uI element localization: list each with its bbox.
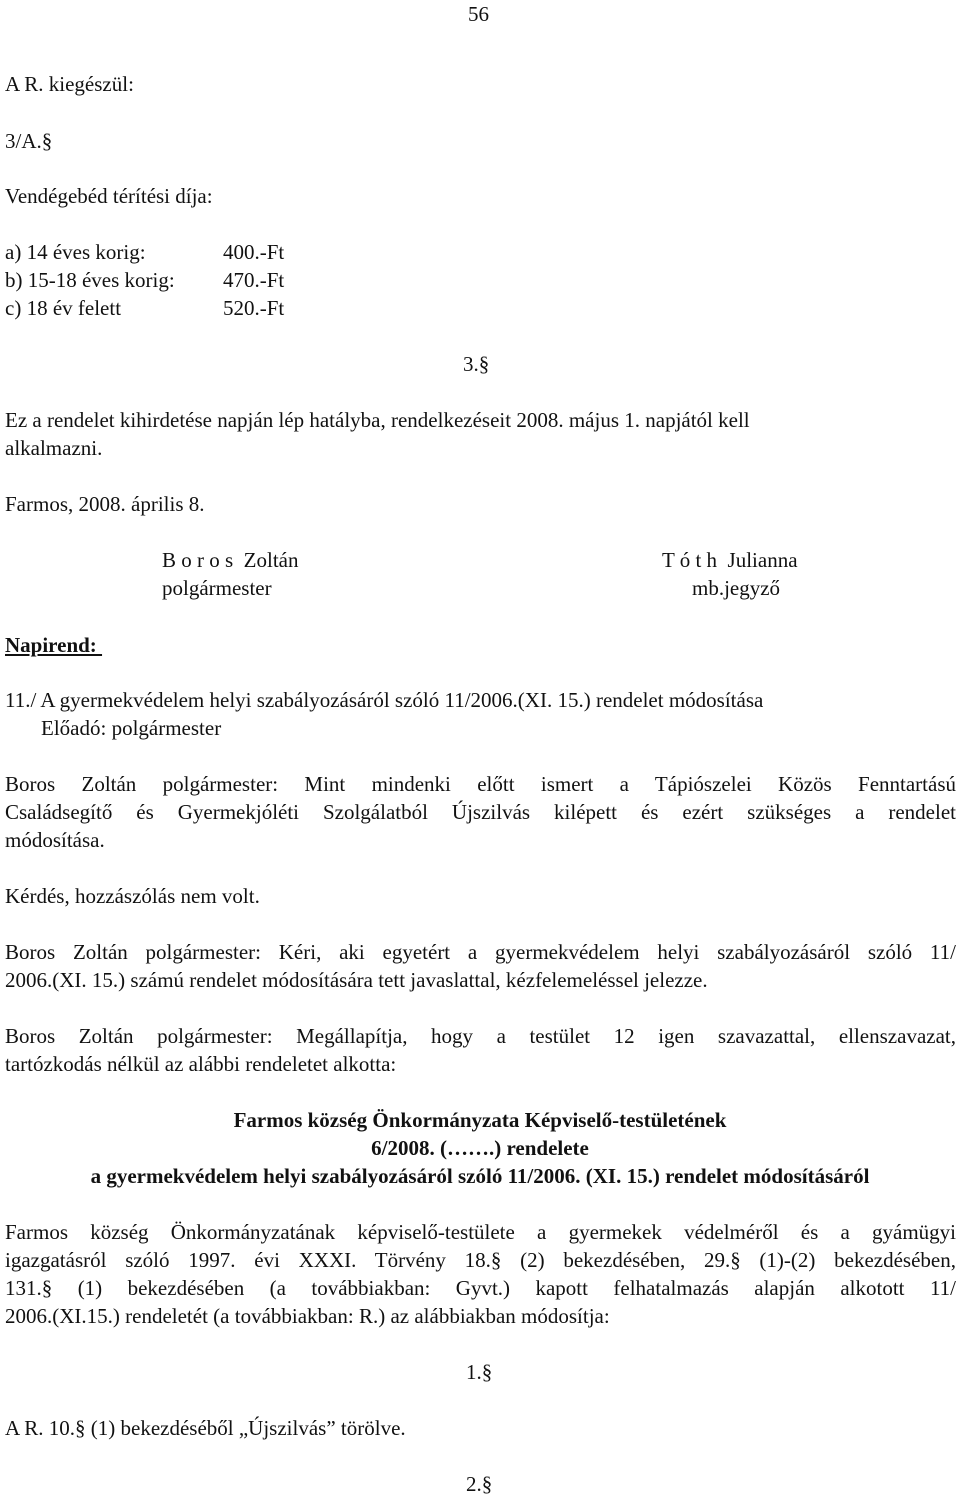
effective-clause-line: Ez a rendelet kihirdetése napján lép hatályba, rendelkezéseit 2008. május 1. napjától kell [5, 408, 750, 432]
preamble-line: 131.§ (1) bekezdésében (a továbbiakban: Gyvt.) kapott felhatalmazás alapján alkotott 11/ [5, 1276, 956, 1300]
fee-label: c) 18 év felett [5, 296, 122, 320]
fee-row [5, 270, 284, 291]
paragraph-line: Boros Zoltán polgármester: Megállapítja, hogy a testület 12 igen szavazattal, ellenszavazat, [5, 1024, 956, 1048]
paragraph-line: 2006.(XI. 15.) számú rendelet módosítására tett javaslattal, kézfelemeléssel jelezze. [5, 968, 708, 992]
clerk-title: mb.jegyző [692, 576, 781, 600]
effective-clause-line: alkalmazni. [5, 436, 103, 460]
place-date: Farmos, 2008. április 8. [5, 492, 205, 516]
mayor-name: B o r o s Zoltán [162, 548, 299, 572]
clerk-name: T ó t h Julianna [662, 548, 798, 572]
paragraph-line: Boros Zoltán polgármester: Mint mindenki előtt ismert a Tápiószelei Közös Fenntartású [5, 772, 956, 796]
no-questions-note: Kérdés, hozzászólás nem volt. [5, 884, 260, 908]
paragraph-line: módosítása. [5, 828, 105, 852]
fee-amount: 400.-Ft [223, 240, 285, 264]
fee-label: a) 14 éves korig: [5, 240, 146, 264]
paragraph-line: Családsegítő és Gyermekjóléti Szolgálatból Újszilvás kilépett és ezért szükséges a rendelet [5, 800, 956, 824]
section-2-heading: 2.§ [466, 1472, 493, 1496]
page-number: 56 [468, 2, 489, 26]
guest-fee-title: Vendégebéd térítési díja: [5, 184, 213, 208]
section-3-heading: 3.§ [463, 352, 490, 376]
amendment-1-text: A R. 10.§ (1) bekezdéséből „Újszilvás” törölve. [5, 1416, 406, 1440]
section-3a-heading: 3/A.§ [5, 129, 53, 153]
paragraph-line: Boros Zoltán polgármester: Kéri, aki egyetért a gyermekvédelem helyi szabályozásáról szóló 11/ [5, 940, 956, 964]
fee-row [5, 242, 284, 263]
preamble-line: 2006.(XI.15.) rendeletét (a továbbiakban: R.) az alábbiakban módosítja: [5, 1304, 610, 1328]
mayor-title: polgármester [162, 576, 272, 600]
fee-row [5, 298, 284, 319]
fee-label: b) 15-18 éves korig: [5, 268, 175, 292]
section-1-heading: 1.§ [466, 1360, 493, 1384]
fee-amount: 520.-Ft [223, 296, 285, 320]
decree-title-line: 6/2008. (…….) rendelete [371, 1136, 589, 1160]
decree-title-line: a gyermekvédelem helyi szabályozásáról szóló 11/2006. (XI. 15.) rendelet módosításáról [90, 1164, 870, 1188]
presenter: Előadó: polgármester [41, 716, 222, 740]
fee-amount: 470.-Ft [223, 268, 285, 292]
preamble-line: Farmos község Önkormányzatának képviselő-testülete a gyermekek védelméről és a gyámügyi [5, 1220, 956, 1244]
agenda-item: 11./ A gyermekvédelem helyi szabályozásáról szóló 11/2006.(XI. 15.) rendelet módosítása [5, 688, 764, 712]
agenda-heading: Napirend: [5, 633, 103, 657]
preamble-line: igazgatásról szóló 1997. évi XXXI. Törvény 18.§ (2) bekezdésében, 29.§ (1)-(2) bekezdésében, [5, 1248, 956, 1272]
paragraph-line: tartózkodás nélkül az alábbi rendeletet alkotta: [5, 1052, 397, 1076]
supplement-intro: A R. kiegészül: [5, 72, 134, 96]
decree-title-line: Farmos község Önkormányzata Képviselő-testületének [233, 1108, 727, 1132]
